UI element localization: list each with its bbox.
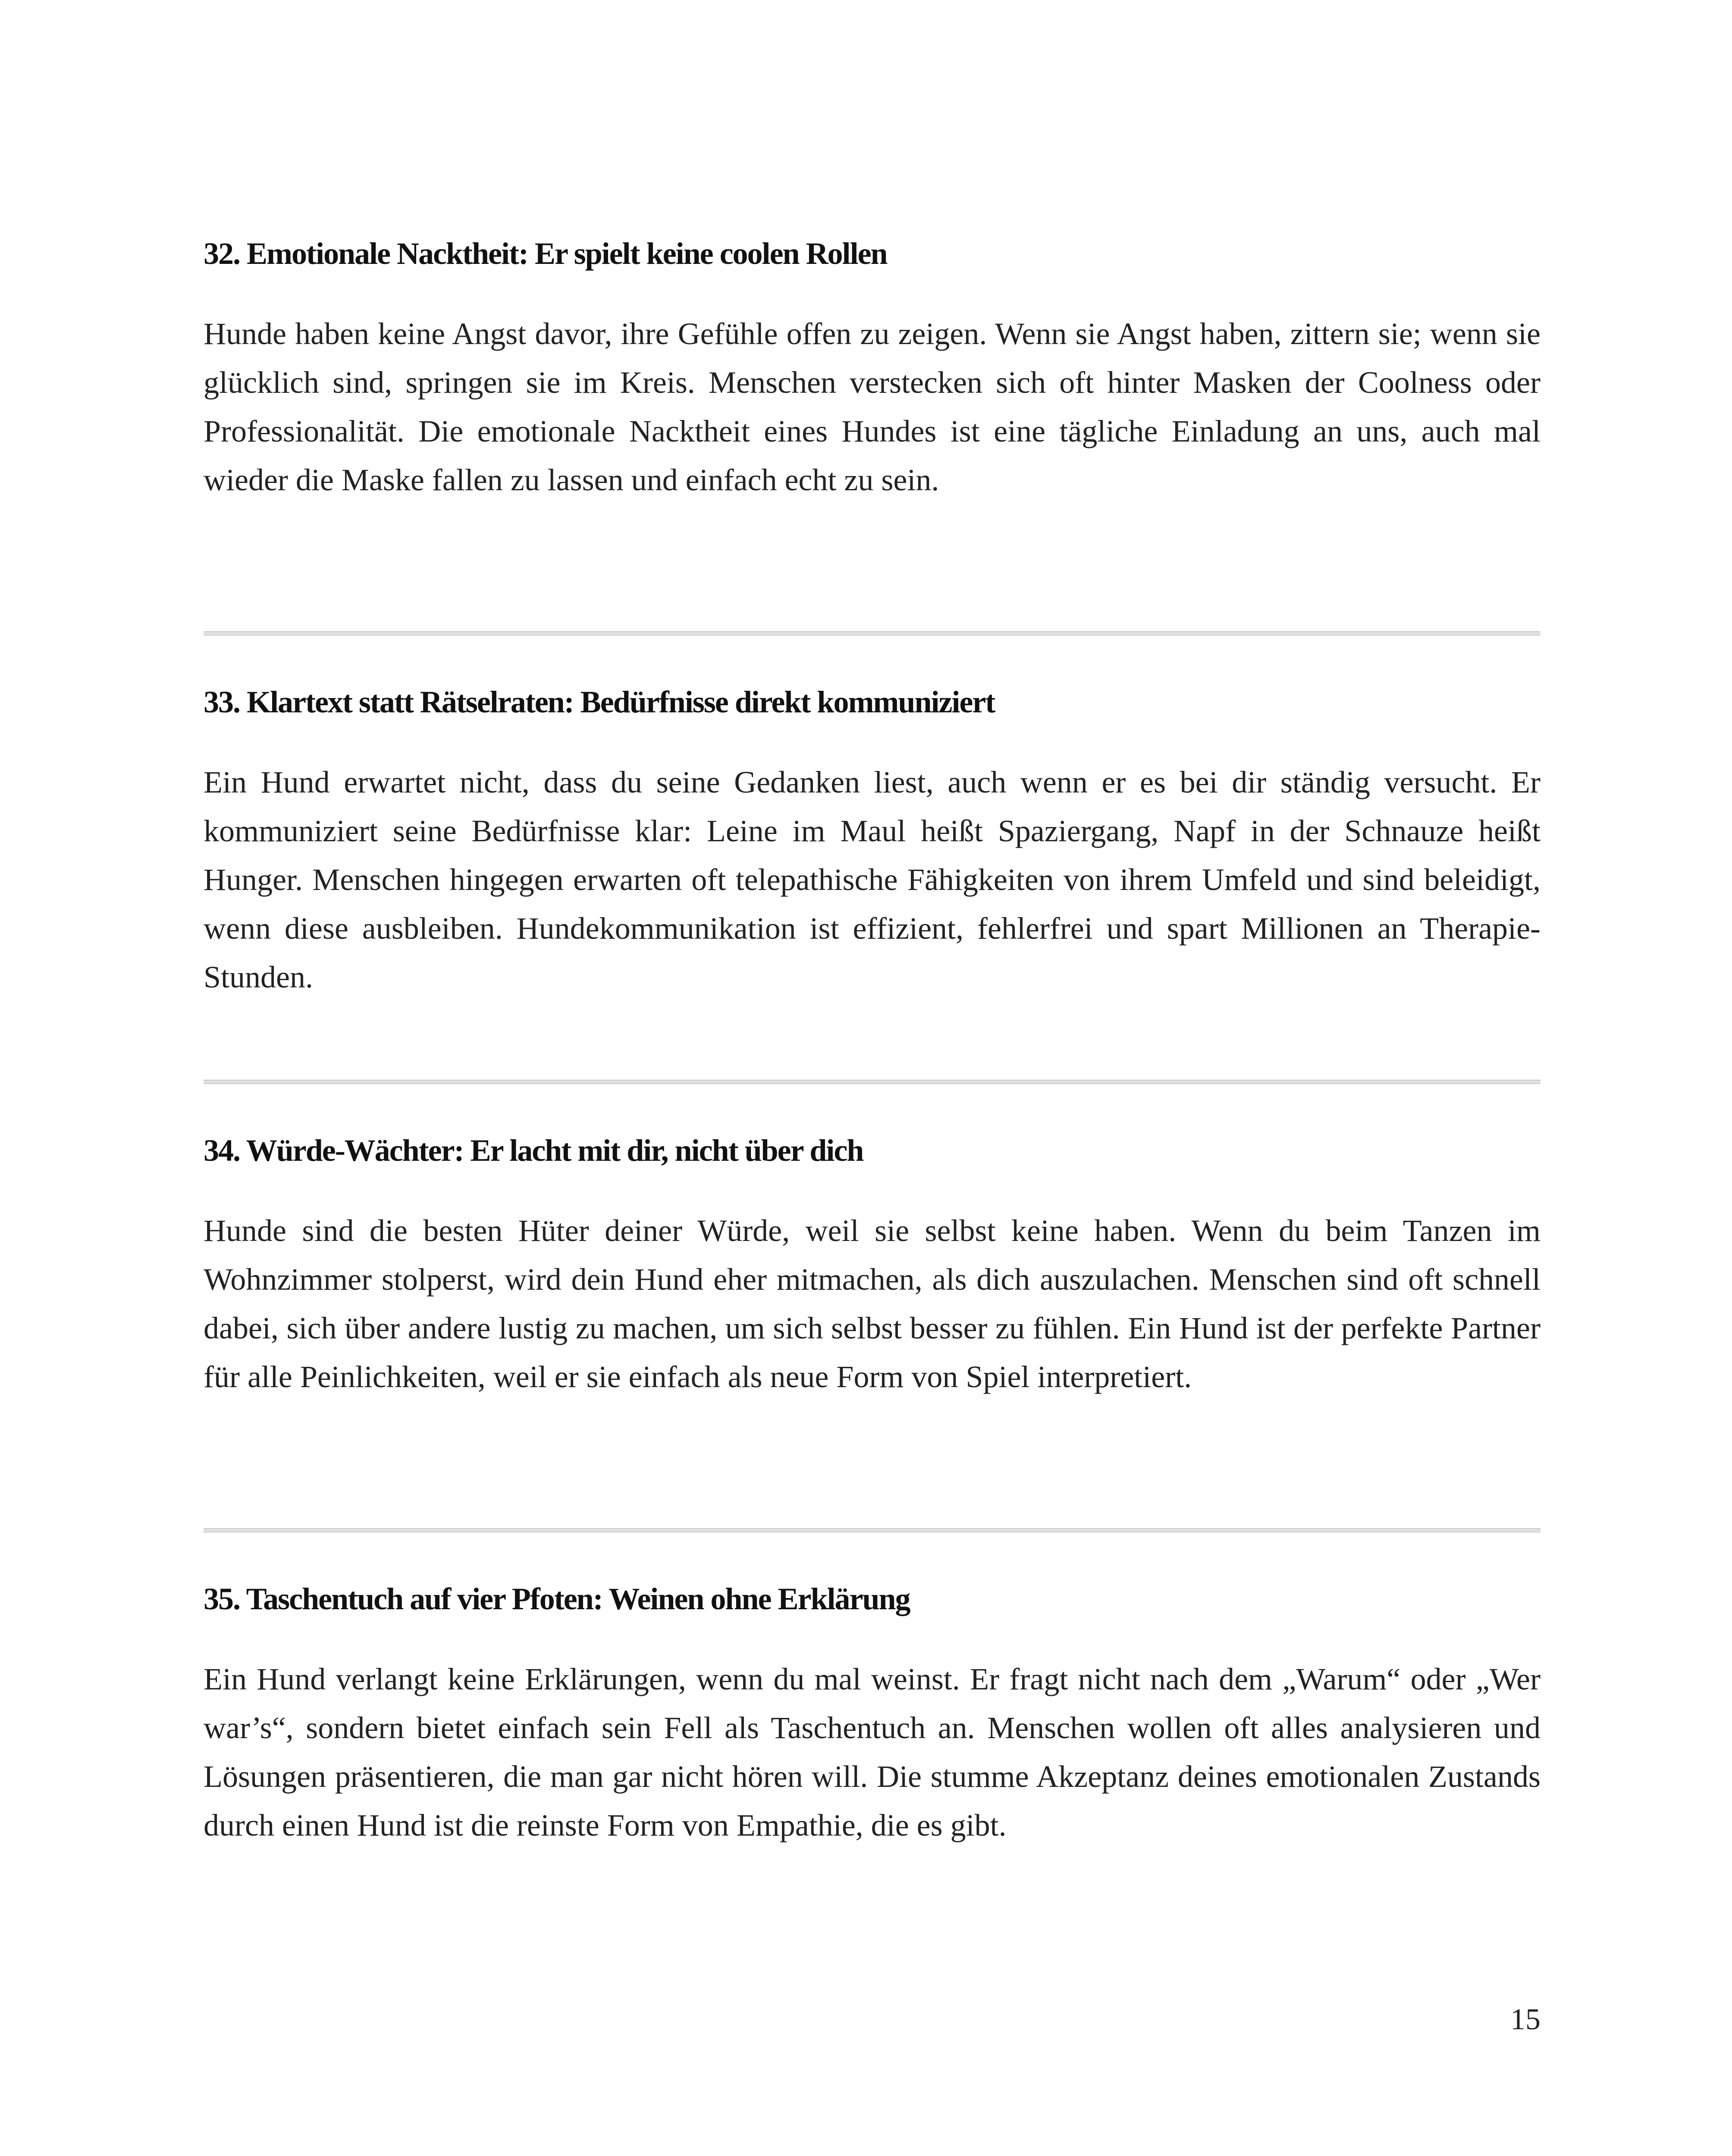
section-divider (204, 631, 1541, 636)
section-heading: 34. Würde-Wächter: Er lacht mit dir, nicht über dich (204, 1133, 863, 1168)
section-33 (204, 680, 1541, 1002)
section-32 (204, 232, 1541, 505)
section-body: Ein Hund verlangt keine Erklärungen, wenn du mal weinst. Er fragt nicht nach dem „Warum“ oder „Wer war’s“, sondern bietet einfach sein Fell als Taschentuch an. Menschen wollen oft alles analysieren und Lösungen präsentieren, die man gar nicht hören will. Die stumme Akzeptanz deines emotionalen Zustands durch einen Hund ist die reinste Form von Empathie, die es gibt. (204, 1662, 1541, 1843)
section-35 (204, 1577, 1541, 1850)
section-heading: 32. Emotionale Nacktheit: Er spielt keine coolen Rollen (204, 236, 887, 271)
section-divider (204, 1528, 1541, 1532)
section-heading: 35. Taschentuch auf vier Pfoten: Weinen ohne Erklärung (204, 1582, 910, 1616)
section-heading: 33. Klartext statt Rätselraten: Bedürfnisse direkt kommuniziert (204, 685, 995, 719)
section-body: Hunde haben keine Angst davor, ihre Gefühle offen zu zeigen. Wenn sie Angst haben, zittern sie; wenn sie glücklich sind, springen sie im Kreis. Menschen verstecken sich oft hinter Masken der Coolness oder Professionalität. Die emotionale Nacktheit eines Hundes ist eine tägliche Einladung an uns, auch mal wieder die Maske fallen zu lassen und einfach echt zu sein. (204, 317, 1541, 497)
page-number: 15 (1510, 2003, 1541, 2036)
section-body: Ein Hund erwartet nicht, dass du seine Gedanken liest, auch wenn er es bei dir ständig versucht. Er kommuniziert seine Bedürfnisse klar: Leine im Maul heißt Spaziergang, Napf in der Schnauze heißt Hunger. Menschen hingegen erwarten oft telepathische Fähigkeiten von ihrem Umfeld und sind beleidigt, wenn diese ausbleiben. Hundekommunikation ist effizient, fehlerfrei und spart Millionen an Therapie-Stunden. (204, 765, 1541, 994)
section-divider (204, 1080, 1541, 1084)
section-body: Hunde sind die besten Hüter deiner Würde, weil sie selbst keine haben. Wenn du beim Tanzen im Wohnzimmer stolperst, wird dein Hund eher mitmachen, als dich auszulachen. Menschen sind oft schnell dabei, sich über andere lustig zu machen, um sich selbst besser zu fühlen. Ein Hund ist der perfekte Partner für alle Peinlichkeiten, weil er sie einfach als neue Form von Spiel interpretiert. (204, 1213, 1541, 1394)
section-34 (204, 1129, 1541, 1401)
